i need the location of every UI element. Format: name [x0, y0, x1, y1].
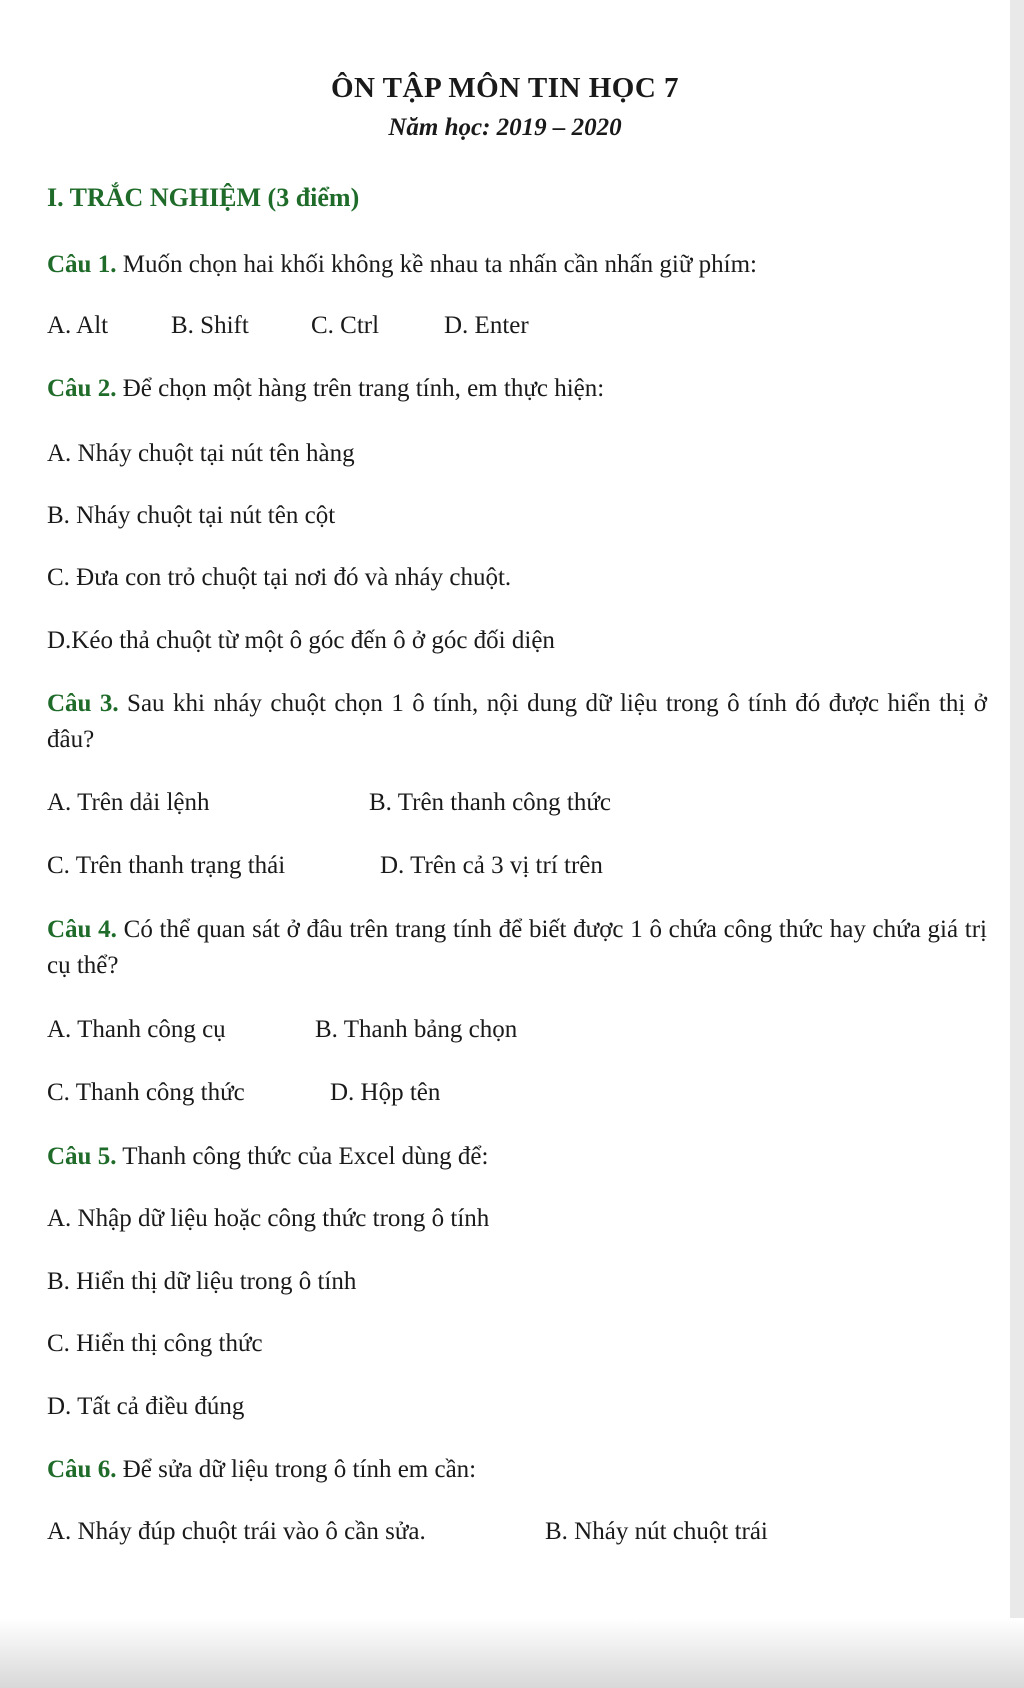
question-label: Câu 4. [47, 916, 117, 943]
option-a: A. Alt [47, 312, 109, 339]
question-5-option-a: A. Nhập dữ liệu hoặc công thức trong ô tính [47, 1205, 490, 1232]
option-b: B. Shift [171, 312, 249, 339]
question-1-options [47, 308, 529, 344]
question-4 [47, 912, 987, 984]
question-label: Câu 3. [47, 690, 119, 717]
option-a: A. Nháy đúp chuột trái vào ô cần sửa. [47, 1518, 426, 1545]
question-6 [47, 1452, 476, 1488]
question-text: Sau khi nháy chuột chọn 1 ô tính, nội dung dữ liệu trong ô tính đó được hiển thị ở đâu? [47, 690, 987, 753]
option-d: D. Trên cả 3 vị trí trên [380, 852, 603, 879]
option-c: C. Trên thanh trạng thái [47, 852, 286, 879]
question-6-options [47, 1514, 768, 1550]
question-text: Có thể quan sát ở đâu trên trang tính để biết được 1 ô chứa công thức hay chứa giá trị cụ thể? [47, 916, 987, 979]
option-a: A. Thanh công cụ [47, 1016, 226, 1043]
bottom-shadow [0, 1618, 1024, 1688]
question-2-option-c: C. Đưa con trỏ chuột tại nơi đó và nháy chuột. [47, 564, 512, 591]
question-2-option-d: D.Kéo thả chuột từ một ô góc đến ô ở góc đối diện [47, 627, 555, 654]
question-2 [47, 371, 604, 407]
option-b: B. Trên thanh công thức [369, 789, 612, 816]
question-3-options-row2 [47, 848, 603, 884]
scroll-edge [1010, 0, 1024, 1688]
question-4-options-row1 [47, 1012, 517, 1048]
question-label: Câu 2. [47, 375, 117, 402]
section-heading: I. TRẮC NGHIỆM (3 điểm) [47, 183, 360, 212]
question-5-option-d: D. Tất cả điều đúng [47, 1393, 245, 1420]
question-text: Thanh công thức của Excel dùng để: [116, 1143, 489, 1170]
option-a: A. Trên dải lệnh [47, 789, 210, 816]
question-label: Câu 6. [47, 1456, 117, 1483]
page-title: ÔN TẬP MÔN TIN HỌC 7 [330, 72, 680, 104]
question-3 [47, 686, 987, 758]
question-text: Để chọn một hàng trên trang tính, em thực hiện: [116, 375, 605, 402]
question-label: Câu 5. [47, 1143, 117, 1170]
question-2-option-a: A. Nháy chuột tại nút tên hàng [47, 440, 355, 467]
option-b: B. Thanh bảng chọn [315, 1016, 518, 1043]
question-text: Để sửa dữ liệu trong ô tính em cần: [116, 1456, 477, 1483]
school-year: Năm học: 2019 – 2020 [388, 114, 622, 141]
question-1 [47, 247, 757, 283]
option-c: C. Thanh công thức [47, 1079, 245, 1106]
question-text: Muốn chọn hai khối không kề nhau ta nhấn cần nhấn giữ phím: [116, 251, 757, 278]
question-label: Câu 1. [47, 251, 117, 278]
question-3-options-row1 [47, 785, 611, 821]
option-d: D. Hộp tên [330, 1079, 441, 1106]
question-2-option-b: B. Nháy chuột tại nút tên cột [47, 502, 336, 529]
option-d: D. Enter [444, 312, 529, 339]
option-b: B. Nháy nút chuột trái [545, 1518, 768, 1545]
question-5-option-b: B. Hiển thị dữ liệu trong ô tính [47, 1268, 357, 1295]
question-5-option-c: C. Hiển thị công thức [47, 1330, 263, 1357]
question-4-options-row2 [47, 1075, 440, 1111]
question-5 [47, 1139, 488, 1175]
option-c: C. Ctrl [311, 312, 380, 339]
